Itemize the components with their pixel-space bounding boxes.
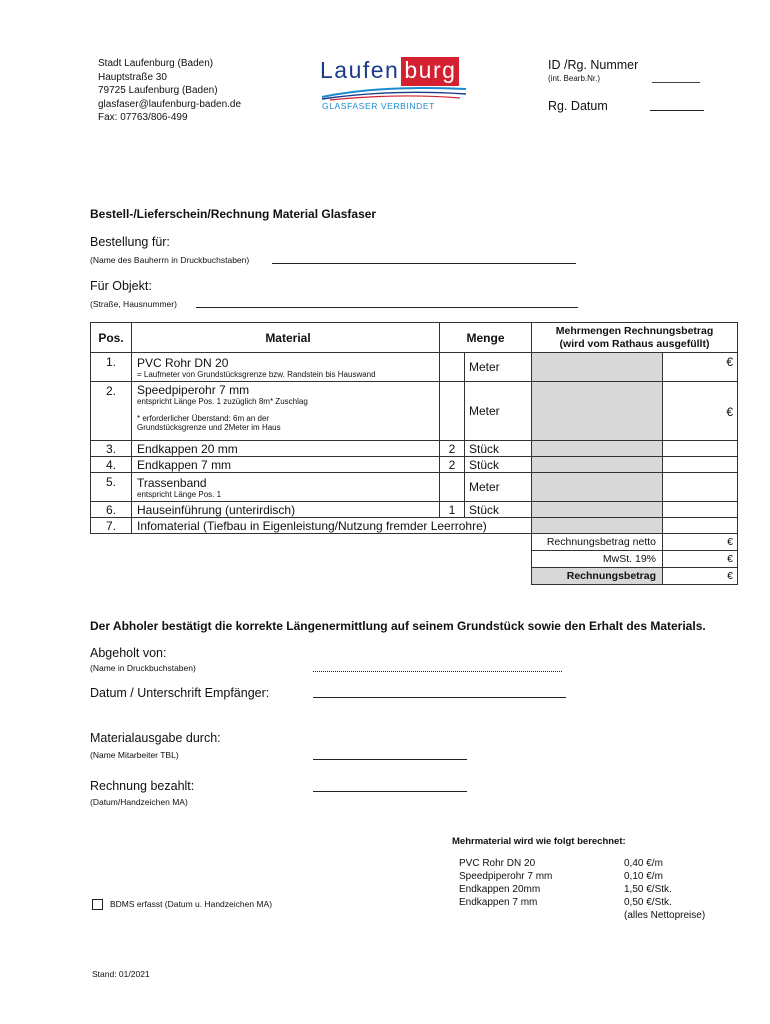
- row-unit: Stück: [465, 502, 532, 518]
- order-for-field[interactable]: [272, 263, 576, 264]
- row-unit: Stück: [465, 457, 532, 473]
- row-unit: Stück: [465, 441, 532, 457]
- invoice-paid-hint: (Datum/Handzeichen MA): [90, 797, 188, 807]
- header-amount: [532, 323, 738, 353]
- logo-swoosh-icon: [320, 85, 470, 101]
- row-unit: Meter: [465, 473, 532, 502]
- table-row: [91, 441, 738, 457]
- row-amount-field[interactable]: €: [663, 382, 738, 441]
- total-row: [91, 568, 738, 585]
- object-field[interactable]: [196, 307, 578, 308]
- header-amount-title: Mehrmengen Rechnungsbetrag: [555, 324, 714, 337]
- table-row: [91, 353, 738, 382]
- pricing-note: (alles Nettopreise): [624, 910, 706, 921]
- row-amount-field[interactable]: [663, 518, 738, 534]
- row-material-name: Infomaterial (Tiefbau in Eigenleistung/Nutzung fremder Leerrohre): [132, 518, 532, 534]
- material-table: [90, 322, 738, 585]
- pricing-value: 0,40 €/m: [624, 858, 663, 869]
- logo-text-laufen: Laufen: [320, 57, 400, 83]
- row-qty-field[interactable]: 1: [440, 502, 465, 518]
- address-line: 79725 Laufenburg (Baden): [98, 85, 218, 96]
- table-row: [91, 502, 738, 518]
- row-pos: 2.: [91, 382, 132, 441]
- row-qty-field[interactable]: 2: [440, 441, 465, 457]
- invoice-date-label: Rg. Datum: [548, 99, 608, 113]
- row-gray-cell: [532, 353, 663, 382]
- row-material-footnote: * erforderlicher Überstand: 6m an der Grundstücksgrenze und 2Meter im Haus: [137, 414, 281, 432]
- row-amount-field[interactable]: [663, 457, 738, 473]
- row-pos: 4.: [91, 457, 132, 473]
- picked-up-field[interactable]: [313, 671, 562, 672]
- id-number-hint: (int. Bearb.Nr.): [548, 74, 601, 83]
- object-hint: (Straße, Hausnummer): [90, 299, 177, 309]
- row-material: [132, 473, 440, 502]
- issued-by-label: Materialausgabe durch:: [90, 731, 221, 745]
- sender-address: [98, 57, 241, 125]
- table-row: [91, 457, 738, 473]
- row-gray-cell: [532, 382, 663, 441]
- row-pos: 1.: [91, 353, 132, 382]
- row-gray-cell: [532, 441, 663, 457]
- invoice-paid-field[interactable]: [313, 791, 467, 792]
- table-header-row: [91, 323, 738, 353]
- address-line: glasfaser@laufenburg-baden.de: [98, 98, 242, 110]
- row-material-note: entspricht Länge Pos. 1: [137, 489, 222, 499]
- row-unit: Meter: [465, 353, 532, 382]
- row-material-name: Trassenband: [137, 475, 207, 490]
- row-pos: 5.: [91, 473, 132, 502]
- pricing-items: [459, 857, 552, 909]
- pricing-item: Speedpiperohr 7 mm: [459, 871, 553, 882]
- header-material: Material: [132, 323, 440, 353]
- row-pos: 6.: [91, 502, 132, 518]
- net-total-field[interactable]: €: [663, 534, 738, 551]
- row-pos: 7.: [91, 518, 132, 534]
- order-for-label: Bestellung für:: [90, 235, 170, 249]
- row-material: [132, 353, 440, 382]
- logo-text-burg: burg: [401, 57, 459, 86]
- row-amount-field[interactable]: €: [663, 353, 738, 382]
- pricing-item: PVC Rohr DN 20: [459, 858, 536, 869]
- vat-label: MwSt. 19%: [532, 551, 663, 568]
- table-row: [91, 382, 738, 441]
- issued-by-field[interactable]: [313, 759, 467, 760]
- pricing-values: [624, 857, 705, 922]
- header-quantity: Menge: [440, 323, 532, 353]
- id-number-label: ID /Rg. Nummer: [548, 58, 639, 72]
- row-material-name: Hauseinführung (unterirdisch): [132, 502, 440, 518]
- laufenburg-logo: [320, 55, 470, 115]
- row-qty-field[interactable]: [440, 353, 465, 382]
- row-material-name: Speedpiperohr 7 mm: [137, 383, 250, 397]
- table-row: [91, 473, 738, 502]
- table-row: [91, 518, 738, 534]
- issued-by-hint: (Name Mitarbeiter TBL): [90, 750, 179, 760]
- row-gray-cell: [532, 457, 663, 473]
- pricing-value: 0,50 €/Stk.: [624, 897, 672, 908]
- vat-field[interactable]: €: [663, 551, 738, 568]
- bdms-label: BDMS erfasst (Datum u. Handzeichen MA): [110, 899, 273, 909]
- order-for-hint: (Name des Bauherrn in Druckbuchstaben): [90, 255, 250, 265]
- header-amount-sub: (wird vom Rathaus ausgefüllt): [559, 337, 710, 350]
- header-pos: Pos.: [91, 323, 132, 353]
- row-gray-cell: [532, 518, 663, 534]
- form-title: Bestell-/Lieferschein/Rechnung Material Glasfaser: [90, 207, 377, 221]
- row-material-name: PVC Rohr DN 20: [137, 355, 229, 370]
- row-unit: Meter: [465, 382, 532, 441]
- row-material: [132, 382, 440, 441]
- picked-up-hint: (Name in Druckbuchstaben): [90, 663, 196, 673]
- row-material-note: = Laufmeter von Grundstücksgrenze bzw. Randstein bis Hauswand: [137, 369, 376, 379]
- id-number-field[interactable]: [652, 82, 700, 83]
- row-qty-field[interactable]: [440, 473, 465, 502]
- confirmation-statement: Der Abholer bestätigt die korrekte Längenermittlung auf seinem Grundstück sowie den Erhalt des Materials.: [90, 619, 706, 633]
- net-total-row: [91, 534, 738, 551]
- row-material-note: entspricht Länge Pos. 1 zuzüglich 8m* Zuschlag: [137, 397, 308, 406]
- row-gray-cell: [532, 473, 663, 502]
- invoice-date-field[interactable]: [650, 110, 704, 111]
- row-amount-field[interactable]: [663, 441, 738, 457]
- row-material-name: Endkappen 20 mm: [132, 441, 440, 457]
- date-signature-field[interactable]: [313, 697, 566, 698]
- version-stamp: Stand: 01/2021: [92, 969, 150, 979]
- pricing-item: Endkappen 7 mm: [459, 897, 538, 908]
- picked-up-label: Abgeholt von:: [90, 646, 167, 660]
- row-qty-field[interactable]: [440, 382, 465, 441]
- pricing-title: Mehrmaterial wird wie folgt berechnet:: [452, 836, 626, 847]
- row-material-name: Endkappen 7 mm: [132, 457, 440, 473]
- pricing-value: 0,10 €/m: [624, 871, 663, 882]
- date-signature-label: Datum / Unterschrift Empfänger:: [90, 686, 270, 700]
- pricing-value: 1,50 €/Stk.: [624, 884, 672, 895]
- row-amount-field[interactable]: [663, 502, 738, 518]
- row-pos: 3.: [91, 441, 132, 457]
- address-line: Hauptstraße 30: [98, 71, 167, 83]
- net-total-label: Rechnungsbetrag netto: [532, 534, 663, 551]
- address-line: Fax: 07763/806-499: [98, 112, 188, 123]
- pricing-item: Endkappen 20mm: [459, 884, 541, 895]
- invoice-paid-label: Rechnung bezahlt:: [90, 779, 195, 793]
- address-line: Stadt Laufenburg (Baden): [98, 58, 214, 69]
- row-amount-field[interactable]: [663, 473, 738, 502]
- row-gray-cell: [532, 502, 663, 518]
- total-field[interactable]: €: [663, 568, 738, 585]
- object-label: Für Objekt:: [90, 279, 152, 293]
- logo-tagline: GLASFASER VERBINDET: [322, 101, 435, 111]
- bdms-checkbox[interactable]: [92, 899, 103, 910]
- total-label: Rechnungsbetrag: [532, 568, 663, 585]
- row-qty-field[interactable]: 2: [440, 457, 465, 473]
- vat-row: [91, 551, 738, 568]
